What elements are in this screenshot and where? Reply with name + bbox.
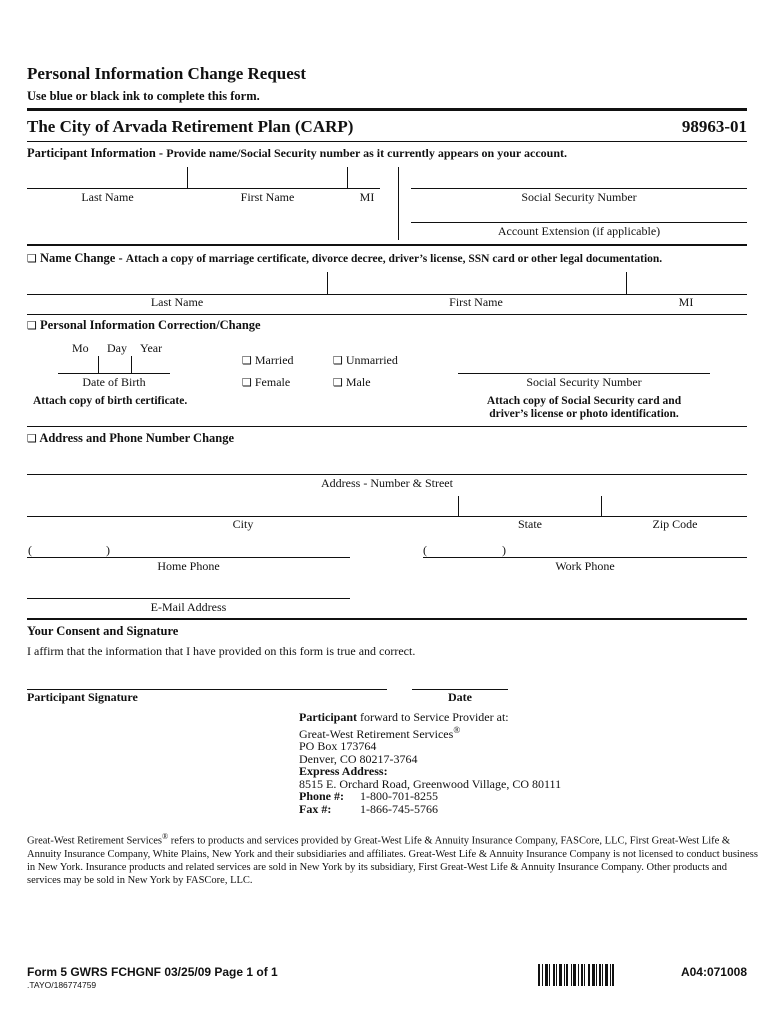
- participant-heading: [27, 146, 567, 161]
- signature-label: Participant Signature: [27, 690, 138, 704]
- home-phone-area-close: ): [106, 543, 110, 557]
- ink-instruction: Use blue or black ink to complete this form.: [27, 89, 260, 103]
- disclaimer-registered-mark: ®: [162, 832, 169, 841]
- state-label: State: [518, 517, 542, 531]
- forward-company-name: Great-West Retirement Services: [299, 726, 454, 741]
- fax-line: [299, 803, 561, 816]
- city-state-divider: [458, 496, 459, 516]
- new-name-divider-2: [626, 272, 627, 294]
- dob-label: Date of Birth: [82, 375, 146, 389]
- participant-ssn-label: Social Security Number: [521, 190, 637, 204]
- form-code: A04:071008: [680, 965, 747, 979]
- birth-certificate-note: Attach copy of birth certificate.: [33, 395, 188, 407]
- forwarding-address: [299, 711, 561, 815]
- date-label: Date: [448, 690, 472, 704]
- disclaimer-line-2: Annuity Insurance Company, White Plains, New York and their subsidiaries and affiliates. Great-West Life & Annuity Insurance Company is not licensed to conduct business: [27, 848, 758, 860]
- fax-number: 1-866-745-5766: [360, 801, 438, 816]
- new-mi-label: MI: [678, 295, 694, 309]
- female-checkbox[interactable]: ❑: [242, 376, 252, 389]
- forward-po-box: PO Box 173764: [299, 739, 377, 753]
- name-change-note: Attach a copy of marriage certificate, divorce decree, driver’s license, SSN card or other legal documentation.: [125, 253, 663, 265]
- home-phone-area-open: (: [28, 543, 32, 557]
- express-address: 8515 E. Orchard Road, Greenwood Village, CO 80111: [299, 776, 562, 791]
- participant-last-name-label: Last Name: [81, 190, 134, 204]
- participant-heading-label: Participant Information -: [27, 146, 164, 160]
- participant-heading-note: Provide name/Social Security number as it currently appears on your account.: [166, 146, 568, 160]
- state-zip-divider: [601, 496, 602, 516]
- participant-name-divider-1: [187, 167, 188, 188]
- dob-divider-2: [131, 356, 132, 373]
- name-change-checkbox[interactable]: ❑: [27, 252, 37, 265]
- personal-info-heading: [27, 318, 261, 333]
- disclaimer-line-1: [27, 830, 762, 848]
- home-phone-label: Home Phone: [157, 559, 220, 573]
- name-change-label: Name Change -: [40, 251, 123, 265]
- dob-year-label: Year: [140, 341, 163, 355]
- account-extension-field[interactable]: [411, 222, 747, 223]
- ssn-attachment-note-line-2: driver’s license or photo identification.: [489, 408, 679, 420]
- personal-info-divider: [27, 426, 747, 427]
- unmarried-checkbox[interactable]: ❑: [333, 354, 343, 367]
- street-field[interactable]: [27, 474, 747, 475]
- participant-ssn-field[interactable]: [411, 188, 747, 189]
- work-phone-area-close: ): [502, 543, 506, 557]
- ssn-attachment-note-line-1: Attach copy of Social Security card and: [486, 395, 682, 407]
- work-phone-label: Work Phone: [555, 559, 615, 573]
- forward-lead-bold: Participant: [299, 710, 357, 724]
- dob-divider-1: [98, 356, 99, 373]
- form-title: Personal Information Change Request: [27, 64, 307, 83]
- married-checkbox[interactable]: ❑: [242, 354, 252, 367]
- participant-first-name-label: First Name: [240, 190, 295, 204]
- plan-divider: [27, 141, 747, 142]
- disclaimer-line-3: in New York. Insurance products and related services are sold in New York by its subsidiary, First Great-West Life & Annuity Insurance Company. Other products and: [27, 861, 727, 873]
- zip-label: Zip Code: [652, 517, 698, 531]
- header-divider: [27, 108, 747, 111]
- disclaimer: [27, 830, 762, 887]
- form-identifier: Form 5 GWRS FCHGNF 03/25/09 Page 1 of 1: [27, 965, 278, 979]
- participant-ssn-divider: [398, 167, 399, 240]
- name-change-divider: [27, 314, 747, 315]
- unmarried-label: Unmarried: [345, 353, 398, 367]
- married-label: Married: [254, 353, 294, 367]
- married-option[interactable]: [242, 353, 294, 368]
- unmarried-option[interactable]: [333, 353, 398, 368]
- participant-mi-label: MI: [359, 190, 375, 204]
- disclaimer-line-4: services may be sold in New York by FASCore, LLC.: [27, 874, 253, 886]
- work-phone-field[interactable]: [423, 557, 747, 558]
- dob-day-label: Day: [107, 341, 127, 355]
- new-first-name-label: First Name: [449, 295, 503, 309]
- female-option[interactable]: [242, 375, 290, 390]
- registered-mark: ®: [453, 724, 461, 735]
- plan-number: 98963-01: [681, 117, 747, 136]
- consent-statement: I affirm that the information that I have provided on this form is true and correct.: [27, 644, 416, 658]
- phone-number: 1-800-701-8255: [360, 789, 438, 803]
- female-label: Female: [254, 375, 291, 389]
- name-change-heading: [27, 251, 662, 266]
- address-label: Address and Phone Number Change: [39, 431, 235, 445]
- new-last-name-label: Last Name: [150, 295, 204, 309]
- personal-info-checkbox[interactable]: ❑: [27, 319, 37, 332]
- participant-divider: [27, 244, 747, 246]
- dob-month-label: Mo: [72, 341, 89, 355]
- account-extension-label: Account Extension (if applicable): [497, 224, 661, 238]
- barcode: [538, 964, 614, 986]
- address-checkbox[interactable]: ❑: [27, 432, 37, 445]
- consent-heading: Your Consent and Signature: [27, 624, 179, 638]
- male-checkbox[interactable]: ❑: [333, 376, 343, 389]
- address-divider: [27, 618, 747, 620]
- disclaimer-company: Great-West Retirement Services: [27, 835, 163, 847]
- disclaimer-line-1-rest: refers to products and services provided by Great-West Life & Annuity Insurance Company, FASCore, LLC, First Great-West Life &: [168, 835, 731, 847]
- corrected-ssn-field[interactable]: [458, 373, 710, 374]
- express-address-label: Express Address:: [299, 764, 388, 778]
- street-label: Address - Number & Street: [321, 476, 453, 490]
- email-field[interactable]: [27, 598, 350, 599]
- tracking-number: .TAYO/186774759: [27, 980, 97, 990]
- forward-lead: [299, 711, 561, 724]
- dob-line: [58, 373, 170, 374]
- male-option[interactable]: [333, 375, 371, 390]
- phone-label: Phone #:: [299, 789, 344, 803]
- corrected-ssn-label: Social Security Number: [526, 375, 642, 389]
- forward-lead-rest: forward to Service Provider at:: [357, 710, 509, 724]
- ssn-attachment-note: [458, 395, 710, 421]
- email-label: E-Mail Address: [150, 600, 227, 614]
- home-phone-field[interactable]: [27, 557, 350, 558]
- address-heading: [27, 431, 234, 446]
- new-name-divider-1: [327, 272, 328, 294]
- forward-city-zip: Denver, CO 80217-3764: [299, 751, 418, 766]
- city-label: City: [232, 517, 254, 531]
- forward-company: [299, 724, 561, 741]
- participant-name-line: [27, 188, 380, 189]
- personal-info-label: Personal Information Correction/Change: [40, 318, 261, 332]
- fax-label: Fax #:: [299, 801, 332, 816]
- male-label: Male: [345, 375, 371, 389]
- work-phone-area-open: (: [423, 543, 427, 557]
- participant-name-divider-2: [347, 167, 348, 188]
- plan-name: The City of Arvada Retirement Plan (CARP): [27, 117, 354, 136]
